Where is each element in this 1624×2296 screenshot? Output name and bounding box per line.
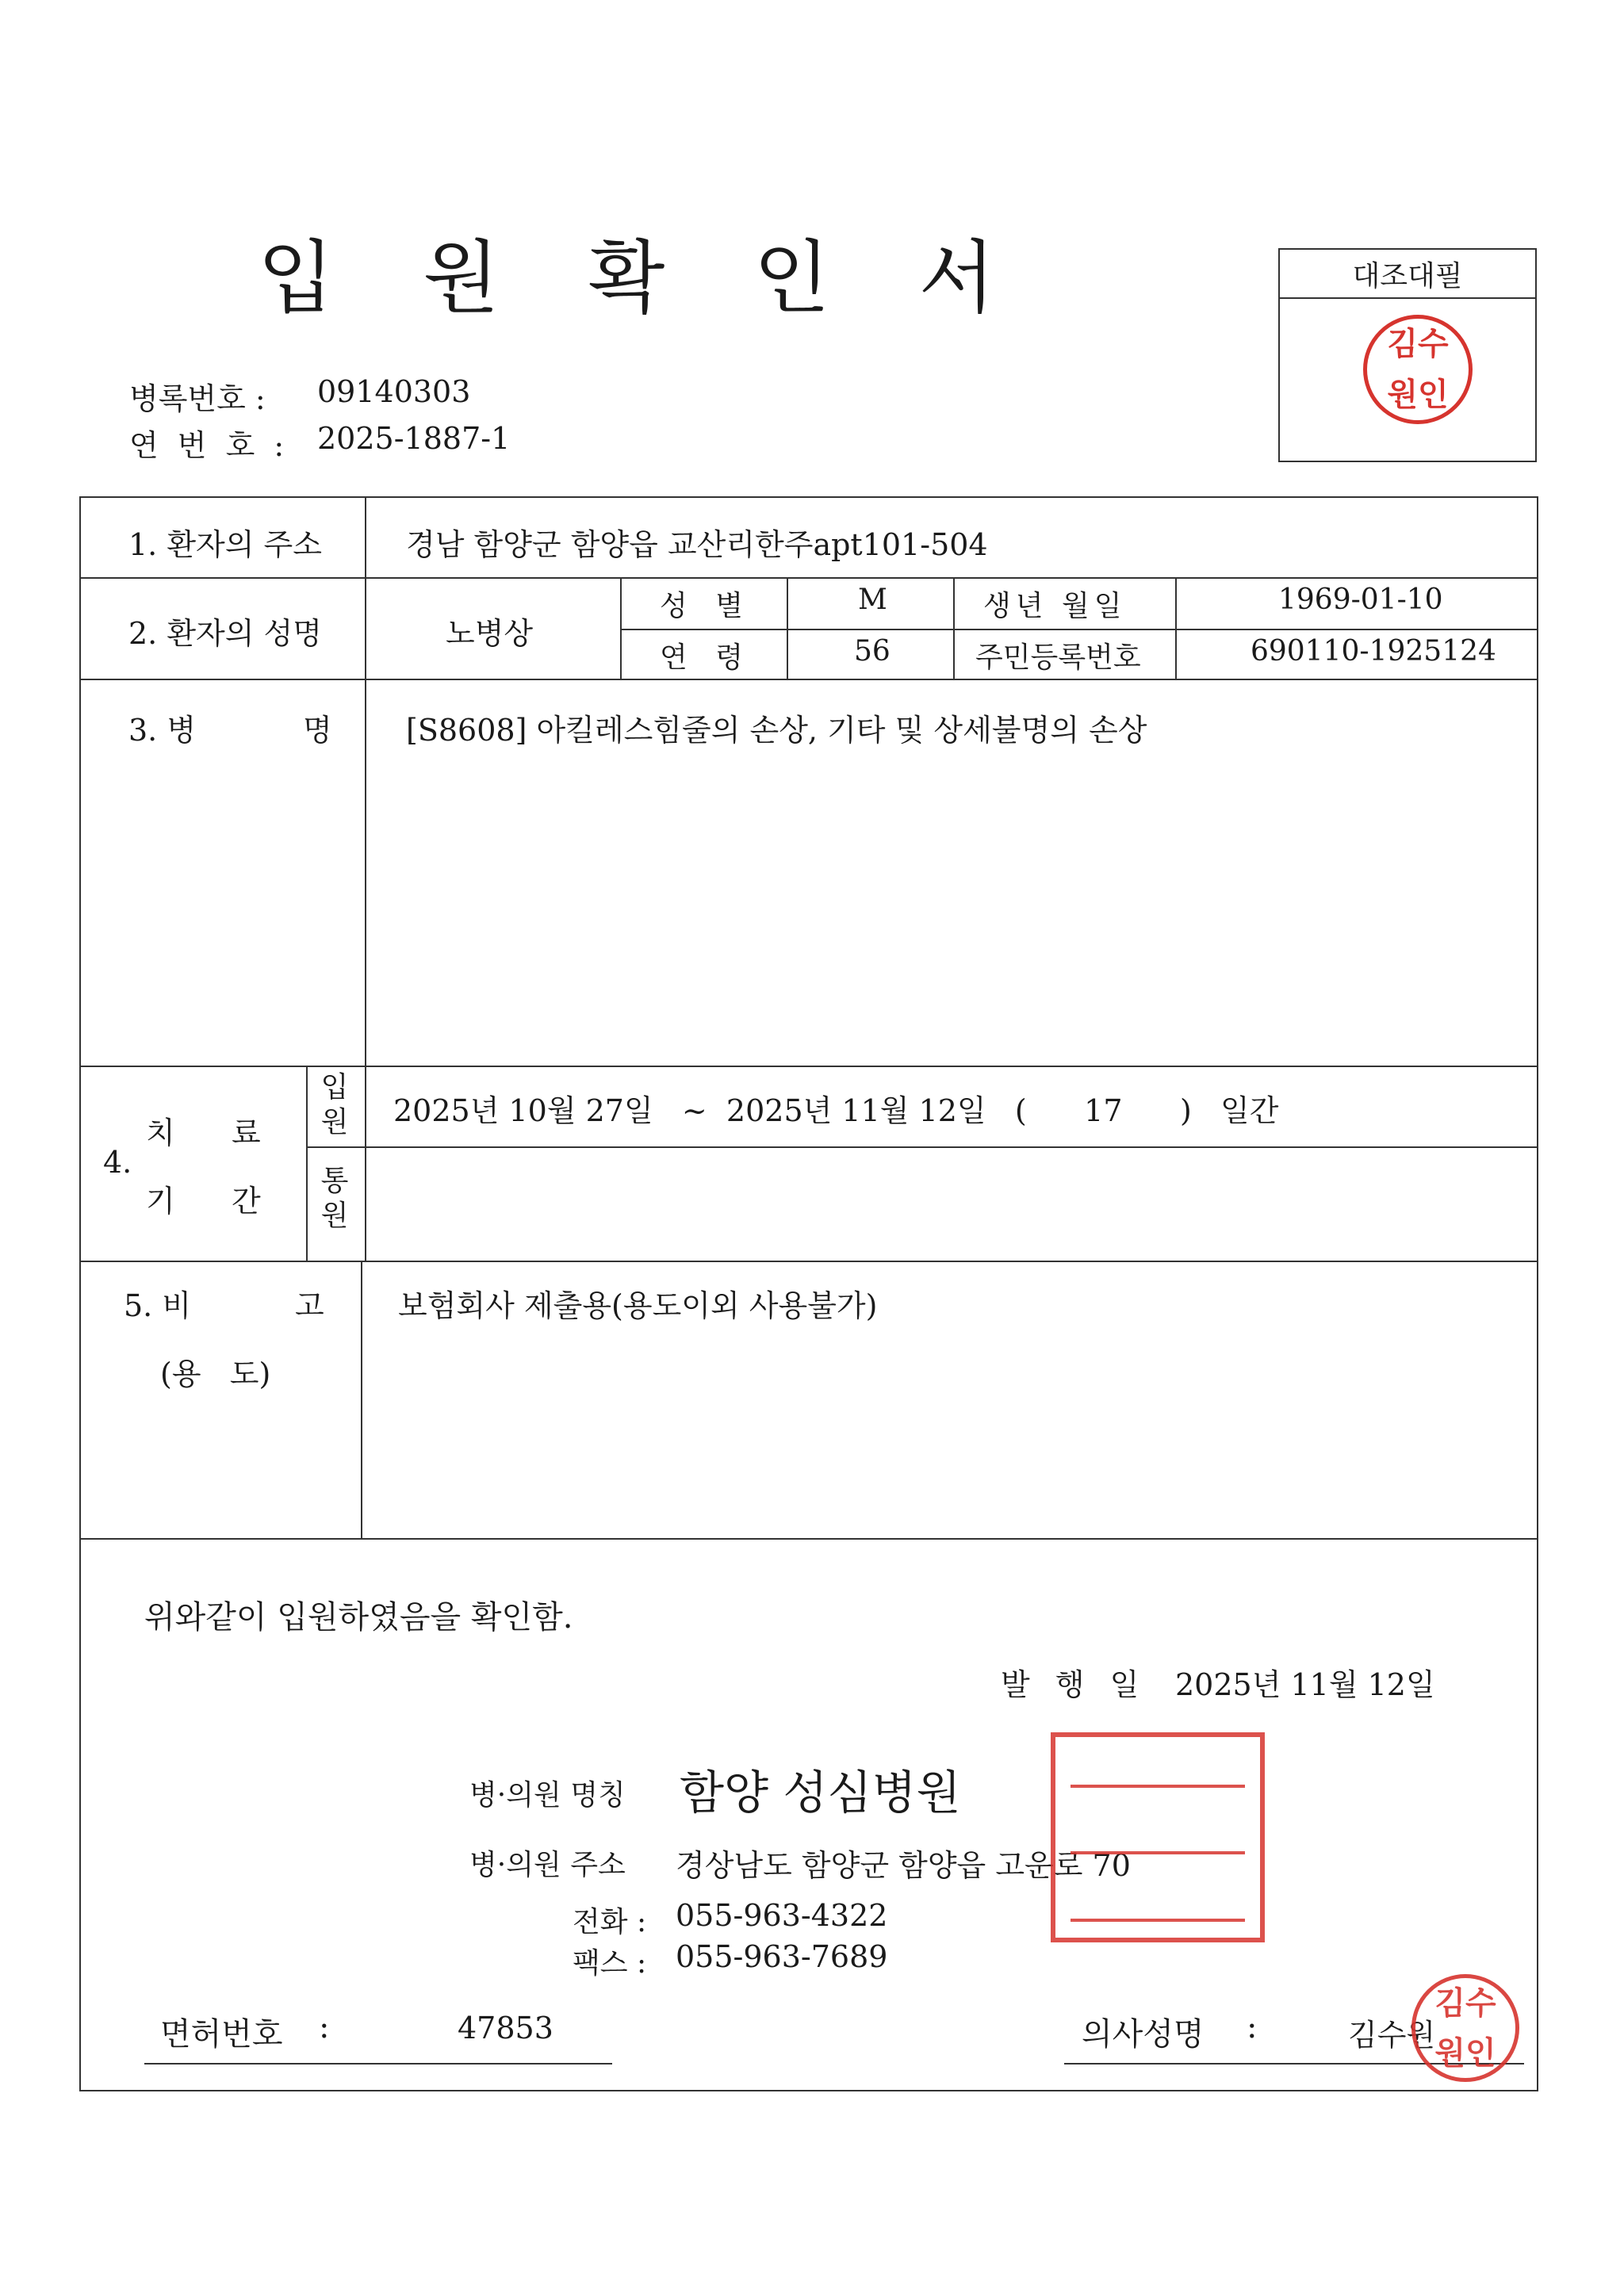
fax-number: 055-963-7689 (676, 1939, 888, 1974)
period-number: 4. (103, 1145, 132, 1180)
seal-text-line-2: 원인 (1387, 376, 1449, 413)
fax-label: 팩스 : (573, 1947, 647, 1980)
inpatient-label: 입 원 (320, 1071, 349, 1138)
record-number: 09140303 (317, 374, 471, 409)
hospital-name: 함양 성심병원 (680, 1766, 961, 1820)
record-number-label: 병록번호 : (129, 381, 266, 416)
doctor-name-seal (1411, 1974, 1519, 2082)
inpatient-period: 2025년 10월 27일 ~ 2025년 11월 12일 ( 17 ) 일간 (393, 1093, 1279, 1128)
seal-text-line-1: 김수 (1387, 325, 1449, 362)
address-value: 경남 함양군 함양읍 교산리한주apt101-504 (406, 527, 988, 562)
age-value: 56 (854, 635, 891, 668)
issue-date-label: 발 행 일 (1001, 1667, 1147, 1702)
license-number: 47853 (458, 2011, 553, 2045)
phone-number: 055-963-4322 (676, 1898, 888, 1933)
hospital-address-label: 병·의원 주소 (469, 1849, 626, 1881)
period-label-2b: 간 (232, 1184, 261, 1219)
address-label: 1. 환자의 주소 (128, 527, 322, 562)
sex-value: M (858, 584, 887, 616)
period-label-1a: 치 (146, 1115, 175, 1150)
patient-name: 노병상 (446, 616, 534, 651)
serial-number: 2025-1887-1 (317, 421, 511, 456)
diagnosis: [S8608] 아킬레스힘줄의 손상, 기타 및 상세불명의 손상 (406, 713, 1147, 748)
rrn-value: 690110-1925124 (1251, 635, 1496, 668)
disease-label-end: 명 (303, 713, 332, 748)
hospital-name-label: 병·의원 명칭 (469, 1779, 626, 1812)
doctor-seal-line-2: 원인 (1434, 2034, 1496, 2072)
outpatient-label: 통 원 (320, 1165, 349, 1232)
disease-label: 3. 병 (128, 713, 197, 748)
issue-date: 2025년 11월 12일 (1175, 1667, 1435, 1702)
hospital-address: 경상남도 함양군 함양읍 고운로 70 (676, 1848, 1131, 1883)
birth-label: 생년 월일 (983, 590, 1127, 622)
doctor-seal-stamp (1363, 315, 1473, 424)
remark-label-end: 고 (295, 1288, 324, 1323)
remark-sub-label: (용 도) (160, 1357, 271, 1391)
doctor-seal-line-1: 김수 (1434, 1984, 1496, 2022)
remark-value: 보험회사 제출용(용도이외 사용불가) (398, 1288, 878, 1323)
doctor-name: 김수원 (1348, 2018, 1436, 2053)
age-label: 연 령 (660, 641, 753, 674)
doctor-name-label: 의사성명 (1082, 2016, 1205, 2053)
remark-label: 5. 비 (124, 1288, 192, 1323)
license-label: 면허번호 (160, 2016, 283, 2053)
period-label-1b: 료 (232, 1115, 261, 1150)
certificate-table (79, 496, 1538, 2091)
serial-number-label: 연 번 호 : (129, 428, 289, 463)
rrn-label: 주민등록번호 (975, 641, 1141, 674)
signature-compare-box (1278, 248, 1537, 462)
license-colon: : (319, 2009, 330, 2045)
confirm-statement: 위와같이 입원하였음을 확인함. (144, 1599, 573, 1636)
birth-date: 1969-01-10 (1278, 584, 1443, 616)
document-title: 입 원 확 인 서 (257, 232, 1028, 324)
hospital-seal-stamp (1051, 1732, 1265, 1942)
sex-label: 성 별 (660, 590, 753, 622)
phone-label: 전화 : (573, 1906, 647, 1938)
period-label-2a: 기 (146, 1184, 175, 1219)
name-label: 2. 환자의 성명 (128, 616, 322, 651)
doctor-colon: : (1247, 2009, 1258, 2045)
compare-box-header: 대조대필 (1280, 250, 1535, 299)
